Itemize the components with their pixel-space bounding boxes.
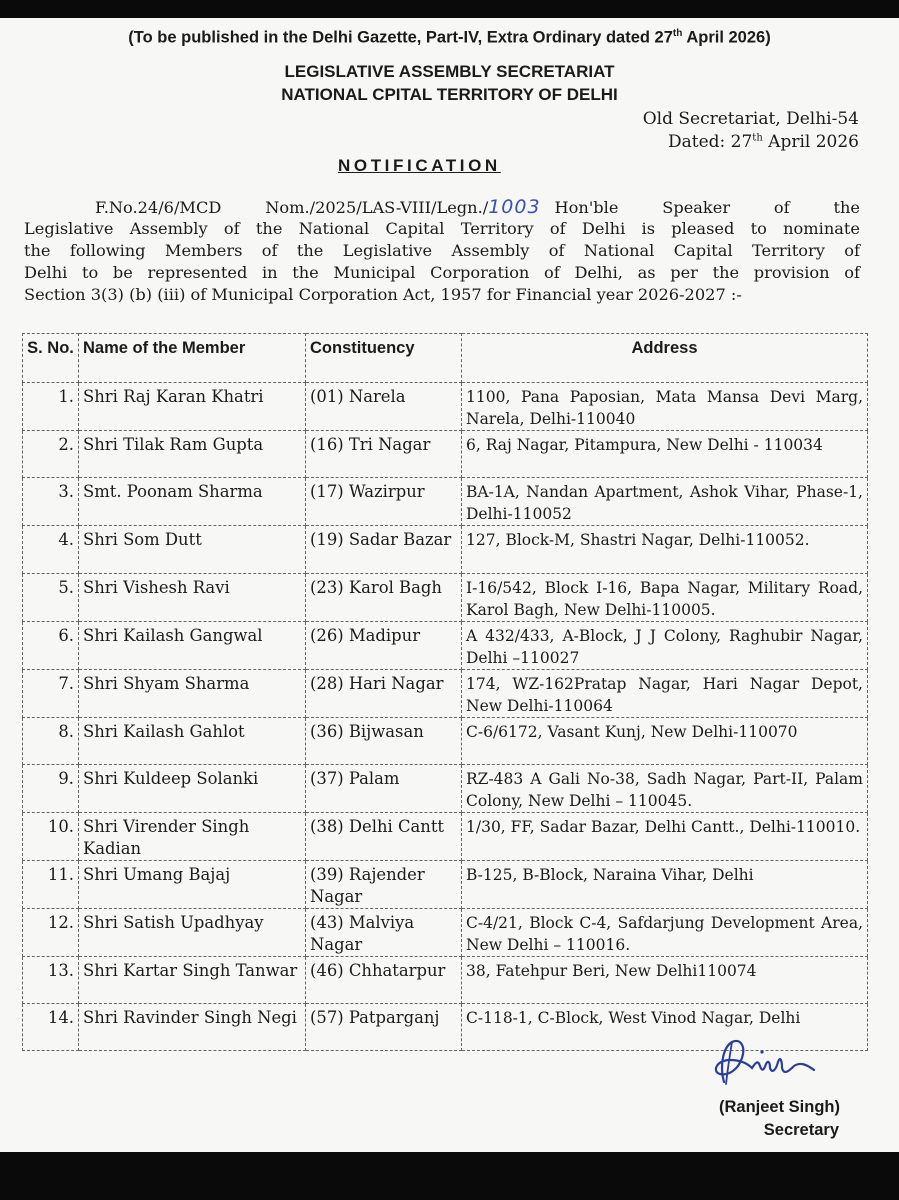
notification-date <box>668 132 859 152</box>
cell-constituency: (01) Narela <box>306 383 462 431</box>
handwritten-number: 1003 <box>488 196 541 218</box>
cell-sno: 13. <box>23 956 79 1003</box>
table-row <box>23 956 868 1003</box>
cell-sno: 11. <box>23 860 79 908</box>
cell-name: Shri Raj Karan Khatri <box>79 383 306 431</box>
office-name-line1: LEGISLATIVE ASSEMBLY SECRETARIAT <box>284 62 615 81</box>
cell-constituency: (38) Delhi Cantt <box>306 812 462 860</box>
cell-name: Shri Kailash Gangwal <box>79 621 306 669</box>
cell-constituency: (39) Rajender Nagar <box>306 860 462 908</box>
cell-address: 6, Raj Nagar, Pitampura, New Delhi - 110034 <box>462 431 868 478</box>
cell-name: Shri Satish Upadhyay <box>79 908 306 956</box>
date-text-end: April 2026 <box>762 132 859 152</box>
body-line-3: the following Members of the Legislative Assembly of National Capital Territory of <box>24 241 860 260</box>
cell-name: Shri Ravinder Singh Negi <box>79 1004 306 1051</box>
table-row <box>23 860 868 908</box>
gazette-note-text-end: April 2026) <box>682 28 771 47</box>
cell-address: 127, Block-M, Shastri Nagar, Delhi-110052. <box>462 526 868 573</box>
cell-address: I-16/542, Block I-16, Bapa Nagar, Military Road, Karol Bagh, New Delhi-110005. <box>462 573 868 621</box>
signatory-name: (Ranjeet Singh) <box>718 1098 840 1116</box>
gazette-note-text: (To be published in the Delhi Gazette, Part-IV, Extra Ordinary dated 27 <box>128 28 673 47</box>
notification-title: NOTIFICATION <box>338 156 501 175</box>
header-name: Name of the Member <box>79 334 306 383</box>
members-table <box>22 333 868 1051</box>
cell-name: Shri Umang Bajaj <box>79 860 306 908</box>
top-frame-bar <box>0 0 899 18</box>
date-text: Dated: 27 <box>667 132 753 152</box>
gazette-publication-note <box>0 28 899 48</box>
cell-constituency: (43) Malviya Nagar <box>306 908 462 956</box>
cell-address: 1100, Pana Paposian, Mata Mansa Devi Marg, Narela, Delhi-110040 <box>462 383 868 431</box>
cell-address: C-6/6172, Vasant Kunj, New Delhi-110070 <box>462 717 868 764</box>
cell-sno: 1. <box>23 383 79 431</box>
header-sno: S. No. <box>23 334 79 383</box>
table-row <box>23 812 868 860</box>
cell-sno: 12. <box>23 908 79 956</box>
table-row <box>23 717 868 764</box>
cell-sno: 3. <box>23 478 79 526</box>
cell-constituency: (23) Karol Bagh <box>306 573 462 621</box>
signature-icon <box>702 1030 822 1094</box>
cell-name: Shri Kartar Singh Tanwar <box>79 956 306 1003</box>
office-name-line2: NATIONAL CPITAL TERRITORY OF DELHI <box>281 85 618 104</box>
cell-address: 38, Fatehpur Beri, New Delhi110074 <box>462 956 868 1003</box>
cell-address: A 432/433, A-Block, J J Colony, Raghubir Nagar, Delhi –110027 <box>462 621 868 669</box>
file-number: F.No.24/6/MCD Nom./2025/LAS-VIII/Legn./ <box>95 198 489 217</box>
cell-constituency: (17) Wazirpur <box>306 478 462 526</box>
cell-constituency: (28) Hari Nagar <box>306 669 462 717</box>
office-address: Old Secretariat, Delhi-54 <box>642 109 859 129</box>
table-row <box>23 621 868 669</box>
cell-sno: 2. <box>23 431 79 478</box>
cell-address: 1/30, FF, Sadar Bazar, Delhi Cantt., Delhi-110010. <box>462 812 868 860</box>
cell-address: B-125, B-Block, Naraina Vihar, Delhi <box>462 860 868 908</box>
cell-name: Smt. Poonam Sharma <box>79 478 306 526</box>
header-address: Address <box>462 334 868 383</box>
cell-sno: 10. <box>23 812 79 860</box>
cell-address: C-4/21, Block C-4, Safdarjung Development Area, New Delhi – 110016. <box>462 908 868 956</box>
table-row <box>23 764 868 812</box>
body-line-5: Section 3(3) (b) (iii) of Municipal Corporation Act, 1957 for Financial year 2026-2027 :- <box>24 285 742 304</box>
cell-constituency: (57) Patparganj <box>306 1004 462 1051</box>
header-constituency: Constituency <box>306 334 462 383</box>
cell-constituency: (36) Bijwasan <box>306 717 462 764</box>
cell-name: Shri Shyam Sharma <box>79 669 306 717</box>
table-row <box>23 526 868 573</box>
table-row <box>23 478 868 526</box>
signatory-designation: Secretary <box>763 1121 839 1139</box>
cell-constituency: (19) Sadar Bazar <box>306 526 462 573</box>
cell-sno: 7. <box>23 669 79 717</box>
cell-constituency: (46) Chhatarpur <box>306 956 462 1003</box>
body-line-1 <box>24 196 860 219</box>
cell-address: C-118-1, C-Block, West Vinod Nagar, Delhi <box>462 1004 868 1051</box>
cell-name: Shri Kailash Gahlot <box>79 717 306 764</box>
table-row <box>23 383 868 431</box>
cell-name: Shri Vishesh Ravi <box>79 573 306 621</box>
table-row <box>23 431 868 478</box>
cell-name: Shri Kuldeep Solanki <box>79 764 306 812</box>
body-line-4: Delhi to be represented in the Municipal Corporation of Delhi, as per the provision of <box>24 263 860 282</box>
cell-address: 174, WZ-162Pratap Nagar, Hari Nagar Depot, New Delhi-110064 <box>462 669 868 717</box>
table-header-row <box>23 334 868 383</box>
table-row <box>23 669 868 717</box>
table-row <box>23 908 868 956</box>
body-line-1-tail: Hon'ble Speaker of the <box>554 198 860 217</box>
cell-name: Shri Tilak Ram Gupta <box>79 431 306 478</box>
cell-name: Shri Som Dutt <box>79 526 306 573</box>
table-row <box>23 573 868 621</box>
cell-sno: 6. <box>23 621 79 669</box>
cell-constituency: (26) Madipur <box>306 621 462 669</box>
cell-name: Shri Virender Singh Kadian <box>79 812 306 860</box>
bottom-frame-bar <box>0 1152 899 1200</box>
cell-constituency: (37) Palam <box>306 764 462 812</box>
cell-address: BA-1A, Nandan Apartment, Ashok Vihar, Phase-1, Delhi-110052 <box>462 478 868 526</box>
cell-address: RZ-483 A Gali No-38, Sadh Nagar, Part-II, Palam Colony, New Delhi – 110045. <box>462 764 868 812</box>
date-sup: th <box>752 132 763 144</box>
cell-sno: 4. <box>23 526 79 573</box>
cell-sno: 14. <box>23 1004 79 1051</box>
cell-sno: 9. <box>23 764 79 812</box>
cell-constituency: (16) Tri Nagar <box>306 431 462 478</box>
cell-sno: 8. <box>23 717 79 764</box>
gazette-note-sup: th <box>672 28 683 39</box>
cell-sno: 5. <box>23 573 79 621</box>
body-line-2: Legislative Assembly of the National Capital Territory of Delhi is pleased to nominate <box>24 219 860 238</box>
